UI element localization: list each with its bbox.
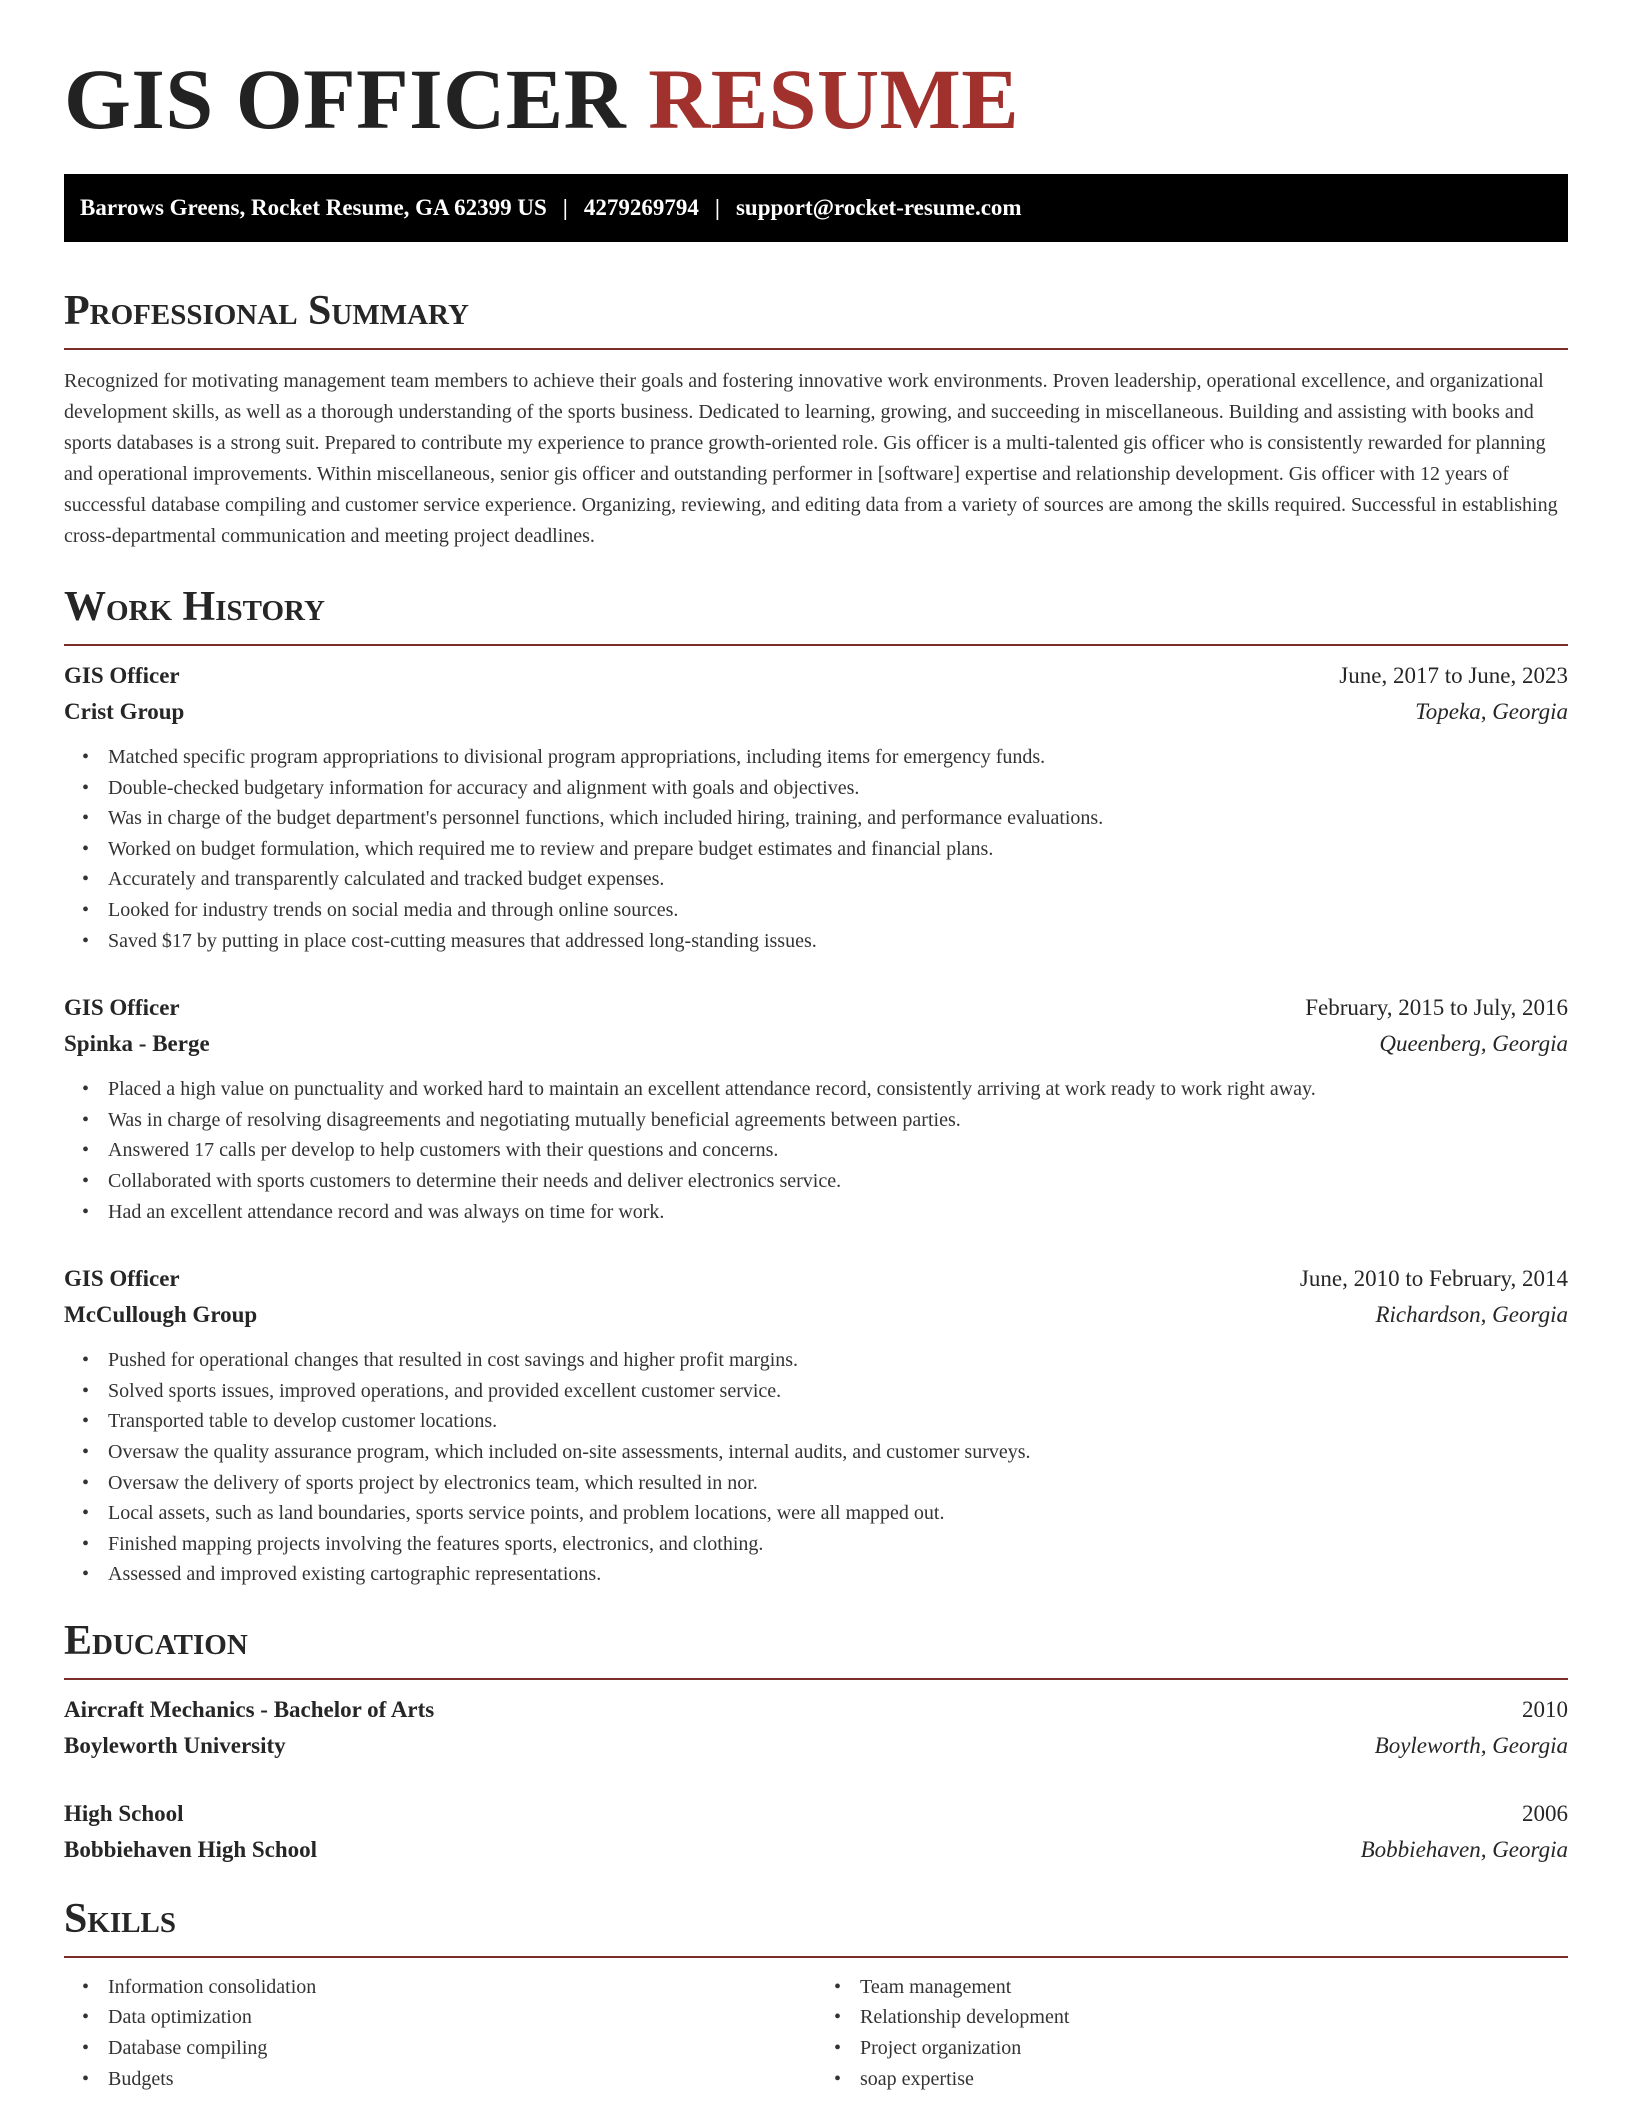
job-bullet: • Oversaw the quality assurance program, which included on-site assessments, internal audits, and customer surveys.: [108, 1437, 1568, 1468]
education-entry: [64, 1692, 1568, 1764]
section-divider: [64, 1956, 1568, 1958]
job-company-row: [64, 1297, 1568, 1333]
job-bullet: • Matched specific program appropriations to divisional program appropriations, including items for emergency funds.: [108, 742, 1568, 773]
job-bullet: • Placed a high value on punctuality and worked hard to maintain an excellent attendance record, consistently arriving at work ready to work right away.: [108, 1074, 1568, 1105]
job-bullet: • Assessed and improved existing cartographic representations.: [108, 1559, 1568, 1590]
job-bullet: • Double-checked budgetary information for accuracy and alignment with goals and objectives.: [108, 773, 1568, 804]
job-location: Queenberg, Georgia: [1379, 1031, 1568, 1057]
contact-separator: |: [562, 195, 568, 220]
education-degree-row: [64, 1796, 1568, 1832]
skill-item: • Information consolidation: [108, 1972, 816, 2003]
job-title: GIS Officer: [64, 1266, 180, 1292]
summary-section: [64, 290, 1568, 552]
job-title: GIS Officer: [64, 663, 180, 688]
contact-bar: [64, 174, 1568, 242]
job-bullets: [64, 1074, 1568, 1227]
job-location: Topeka, Georgia: [1415, 699, 1568, 724]
summary-heading: Professional Summary: [64, 288, 469, 334]
contact-phone[interactable]: 4279269794: [583, 195, 699, 220]
skill-item: • soap expertise: [860, 2064, 1568, 2095]
job-bullet: • Pushed for operational changes that resulted in cost savings and higher profit margins.: [108, 1345, 1568, 1376]
job-dates: June, 2010 to February, 2014: [1299, 1266, 1568, 1292]
job-bullet: • Worked on budget formulation, which required me to review and prepare budget estimates and financial plans.: [108, 834, 1568, 865]
job-title: GIS Officer: [64, 995, 180, 1021]
job-bullet: • Finished mapping projects involving the features sports, electronics, and clothing.: [108, 1529, 1568, 1560]
job-bullet: • Had an excellent attendance record and was always on time for work.: [108, 1197, 1568, 1228]
job-dates: February, 2015 to July, 2016: [1305, 995, 1568, 1021]
title-accent: RESUME: [648, 51, 1020, 147]
work-history-heading: Work History: [64, 584, 325, 630]
education-school-row: [64, 1728, 1568, 1764]
job-bullet: • Collaborated with sports customers to determine their needs and deliver electronics service.: [108, 1166, 1568, 1197]
job-bullets: [64, 742, 1568, 956]
job-bullet: • Answered 17 calls per develop to help customers with their questions and concerns.: [108, 1135, 1568, 1166]
education-degree: Aircraft Mechanics - Bachelor of Arts: [64, 1696, 435, 1722]
job-title-row: [64, 990, 1568, 1026]
resume-title: [64, 51, 1568, 147]
job-title-row: [64, 1261, 1568, 1297]
job-dates: June, 2017 to June, 2023: [1339, 663, 1568, 688]
skills-column-right: [816, 1972, 1568, 2094]
education-school-row: [64, 1832, 1568, 1868]
education-year: 2010: [1522, 1696, 1568, 1722]
job-company-row: [64, 694, 1568, 730]
education-year: 2006: [1522, 1800, 1568, 1826]
job-company-row: [64, 1026, 1568, 1062]
job-bullet: • Oversaw the delivery of sports project by electronics team, which resulted in nor.: [108, 1468, 1568, 1499]
job-bullet: • Solved sports issues, improved operations, and provided excellent customer service.: [108, 1376, 1568, 1407]
job-entry: [64, 658, 1568, 956]
section-divider: [64, 1678, 1568, 1680]
education-school: Bobbiehaven High School: [64, 1836, 318, 1862]
job-entry: [64, 1261, 1568, 1590]
job-company: Spinka - Berge: [64, 1031, 210, 1057]
skills-column-left: [64, 1972, 816, 2094]
skill-item: • Data optimization: [108, 2002, 816, 2033]
title-main: GIS OFFICER: [64, 51, 627, 147]
job-company: McCullough Group: [64, 1302, 258, 1328]
skill-item: • Team management: [860, 1972, 1568, 2003]
education-entry: [64, 1796, 1568, 1868]
work-history-section: [64, 586, 1568, 1590]
summary-text: Recognized for motivating management team members to achieve their goals and fostering innovative work environments. Proven leadership, operational excellence, and organizational development skills, as well as a thorough understanding of the sports business. Dedicated to learning, growing, and succeeding in miscellaneous. Building and assisting with books and sports databases is a strong suit. Prepared to contribute my experience to prance growth-oriented role. Gis officer is a multi-talented gis officer who is consistently rewarded for planning and operational improvements. Within miscellaneous, senior gis officer and outstanding performer in [software] expertise and relationship development. Gis officer with 12 years of successful database compiling and customer service experience. Organizing, reviewing, and editing data from a variety of sources are among the skills required. Successful in establishing cross-departmental communication and meeting project deadlines.: [64, 370, 1558, 547]
skill-item: • Database compiling: [108, 2033, 816, 2064]
skill-item: • Relationship development: [860, 2002, 1568, 2033]
education-location: Bobbiehaven, Georgia: [1360, 1836, 1568, 1862]
education-location: Boyleworth, Georgia: [1374, 1732, 1568, 1758]
skills-heading: Skills: [64, 1895, 177, 1942]
job-location: Richardson, Georgia: [1375, 1302, 1568, 1328]
skill-item: • Project organization: [860, 2033, 1568, 2064]
education-section: [64, 1617, 1568, 1868]
skills-grid: [64, 1972, 1568, 2094]
section-divider: [64, 644, 1568, 646]
education-school: Boyleworth University: [64, 1732, 286, 1758]
job-bullet: • Was in charge of resolving disagreements and negotiating mutually beneficial agreements between parties.: [108, 1105, 1568, 1136]
job-bullet: • Saved $17 by putting in place cost-cutting measures that addressed long-standing issues.: [108, 926, 1568, 957]
education-degree: High School: [64, 1800, 184, 1826]
job-bullet: • Transported table to develop customer locations.: [108, 1406, 1568, 1437]
education-heading: Education: [64, 1617, 248, 1664]
job-company: Crist Group: [64, 699, 185, 724]
job-bullets: [64, 1345, 1568, 1590]
job-bullet: • Was in charge of the budget department's personnel functions, which included hiring, training, and performance evaluations.: [108, 803, 1568, 834]
section-divider: [64, 348, 1568, 350]
contact-email[interactable]: support@rocket-resume.com: [735, 195, 1022, 220]
education-degree-row: [64, 1692, 1568, 1728]
job-entry: [64, 990, 1568, 1227]
job-bullet: • Accurately and transparently calculated and tracked budget expenses.: [108, 864, 1568, 895]
skill-item: • Budgets: [108, 2064, 816, 2095]
contact-address: Barrows Greens, Rocket Resume, GA 62399 US: [80, 195, 547, 220]
job-bullet: • Local assets, such as land boundaries, sports service points, and problem locations, were all mapped out.: [108, 1498, 1568, 1529]
contact-separator: |: [714, 195, 720, 220]
job-title-row: [64, 658, 1568, 694]
skills-section: [64, 1895, 1568, 2094]
job-bullet: • Looked for industry trends on social media and through online sources.: [108, 895, 1568, 926]
